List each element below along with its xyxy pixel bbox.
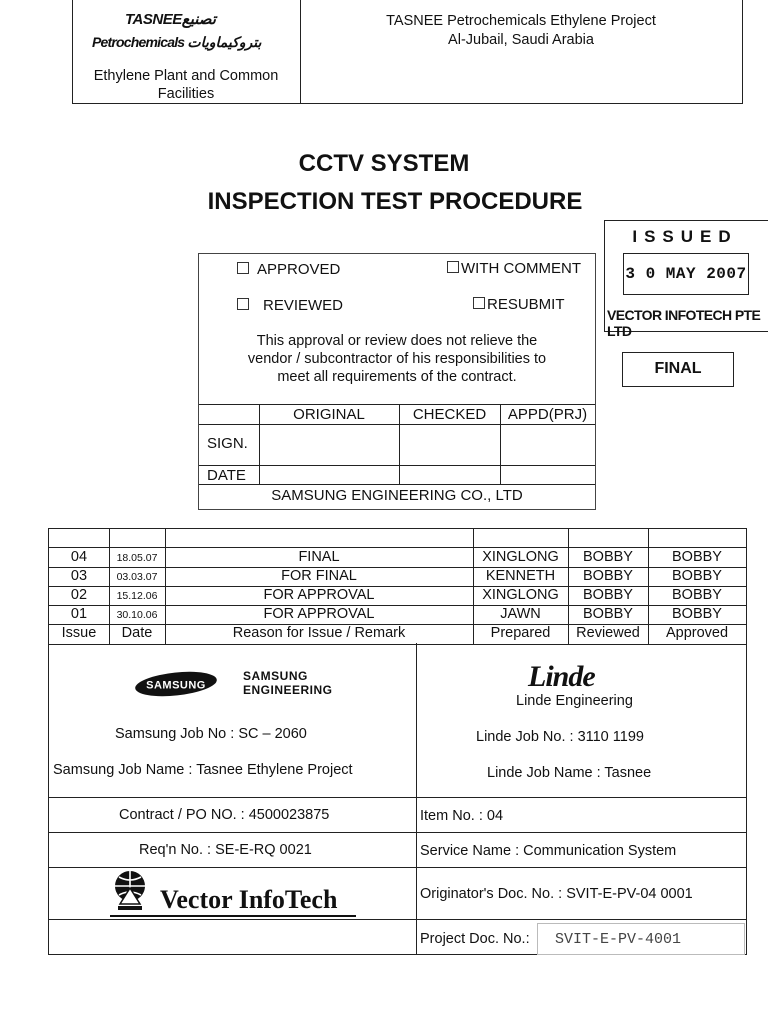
- rev-reviewed: BOBBY: [583, 587, 633, 603]
- doc-title-line1: CCTV SYSTEM: [298, 150, 470, 177]
- tasnee-logo-line2: Petrochemicals بتروكيماويات: [92, 34, 262, 50]
- row-date: DATE: [207, 467, 246, 484]
- vector-infotech-logo: Vector InfoTech: [160, 885, 338, 914]
- rev-issue: 01: [70, 606, 88, 622]
- service-name: Service Name : Communication System: [420, 843, 677, 859]
- approval-note-line3: meet all requirements of the contract.: [277, 369, 517, 385]
- rev-approved: BOBBY: [672, 568, 722, 584]
- rev-issue: 02: [70, 587, 88, 603]
- approval-box: [198, 253, 596, 510]
- info-divider: [48, 832, 746, 833]
- samsung-logo: [134, 671, 218, 697]
- revision-header-row: [49, 624, 746, 643]
- approved-option[interactable]: [237, 261, 340, 278]
- contract-po: Contract / PO NO. : 4500023875: [119, 807, 330, 823]
- rev-prepared: XINGLONG: [482, 587, 559, 603]
- resubmit-checkbox[interactable]: [473, 297, 485, 309]
- col-original: ORIGINAL: [293, 406, 365, 423]
- rev-header-approved: Approved: [665, 625, 729, 641]
- rev-date: 03.03.07: [116, 571, 158, 583]
- rev-header-reviewed: Reviewed: [576, 625, 640, 641]
- info-divider: [48, 867, 746, 868]
- project-doc-value: SVIT-E-PV-4001: [555, 931, 682, 948]
- approval-note-line2: vendor / subcontractor of his responsibilities to: [247, 351, 547, 367]
- samsung-name: [243, 669, 333, 697]
- revision-row: [49, 548, 746, 567]
- linde-logo: Linde: [528, 660, 595, 693]
- doc-title-line2: INSPECTION TEST PROCEDURE: [207, 188, 583, 215]
- final-label: FINAL: [654, 360, 702, 377]
- reviewed-checkbox[interactable]: [237, 298, 249, 310]
- rev-date: 15.12.06: [116, 590, 158, 602]
- revision-row: [49, 567, 746, 586]
- rev-header-date: Date: [121, 625, 153, 641]
- rev-reason: FINAL: [298, 549, 340, 565]
- with-comment-option[interactable]: [447, 260, 581, 277]
- project-doc-label: Project Doc. No.:: [420, 931, 530, 947]
- col-appd: APPD(PRJ): [507, 406, 588, 423]
- rev-reviewed: BOBBY: [583, 549, 633, 565]
- issued-date-box: [623, 253, 749, 295]
- rev-reason: FOR APPROVAL: [263, 587, 375, 603]
- project-title-line1: TASNEE Petrochemicals Ethylene Project: [386, 13, 656, 29]
- rev-header-prepared: Prepared: [490, 625, 551, 641]
- rev-prepared: JAWN: [500, 606, 541, 622]
- tasnee-logo-line1: TASNEEتصنيع: [125, 11, 216, 28]
- vector-underline: [110, 915, 356, 917]
- sig-grid-line: [199, 484, 595, 485]
- rev-date: 18.05.07: [116, 552, 158, 564]
- samsung-job-no: Samsung Job No : SC – 2060: [115, 726, 307, 742]
- resubmit-option[interactable]: [473, 296, 565, 313]
- vector-globe-icon: [110, 868, 152, 914]
- rev-reason: FOR FINAL: [281, 568, 357, 584]
- linde-job-name: Linde Job Name : Tasnee: [487, 765, 652, 781]
- project-title-line2: Al-Jubail, Saudi Arabia: [448, 32, 594, 48]
- samsung-job-name: Samsung Job Name : Tasnee Ethylene Project: [53, 762, 353, 778]
- rev-issue: 03: [70, 568, 88, 584]
- plant-name: Ethylene Plant and Common Facilities: [93, 68, 279, 102]
- rev-reviewed: BOBBY: [583, 568, 633, 584]
- with-comment-checkbox[interactable]: [447, 261, 459, 273]
- rev-approved: BOBBY: [672, 549, 722, 565]
- issued-date: 3 0 MAY 2007: [625, 265, 747, 283]
- row-sign: SIGN.: [207, 435, 248, 452]
- col-checked: CHECKED: [412, 406, 487, 423]
- approval-note-line1: This approval or review does not relieve the: [256, 333, 538, 349]
- linde-subtitle: Linde Engineering: [516, 693, 633, 709]
- approval-note: [199, 332, 595, 386]
- header-divider: [300, 0, 301, 104]
- reqn-no: Req'n No. : SE-E-RQ 0021: [139, 842, 312, 858]
- revision-row: [49, 586, 746, 605]
- rev-header-reason: Reason for Issue / Remark: [232, 625, 406, 641]
- originator-doc-no: Originator's Doc. No. : SVIT-E-PV-04 0001: [420, 886, 693, 902]
- rev-reason: FOR APPROVAL: [263, 606, 375, 622]
- rev-approved: BOBBY: [672, 606, 722, 622]
- issued-stamp: [604, 220, 768, 339]
- info-divider: [48, 919, 746, 920]
- approved-checkbox[interactable]: [237, 262, 249, 274]
- linde-job-no: Linde Job No. : 3110 1199: [476, 729, 644, 745]
- rev-prepared: KENNETH: [485, 568, 556, 584]
- rev-issue: 04: [70, 549, 88, 565]
- project-title: [302, 12, 740, 50]
- samsung-logo-text: SAMSUNG: [146, 679, 206, 692]
- rev-reviewed: BOBBY: [583, 606, 633, 622]
- approved-label: APPROVED: [257, 261, 341, 278]
- rev-date: 30.10.06: [116, 609, 158, 621]
- reviewed-label: REVIEWED: [263, 297, 344, 314]
- rev-approved: BOBBY: [672, 587, 722, 603]
- approval-company: SAMSUNG ENGINEERING CO., LTD: [271, 487, 523, 504]
- info-divider: [48, 797, 746, 798]
- final-stamp: [622, 352, 734, 387]
- item-no: Item No. : 04: [420, 808, 504, 824]
- revision-table: [48, 528, 747, 645]
- info-divider-vertical: [416, 643, 417, 954]
- with-comment-label: WITH COMMENT: [461, 260, 581, 277]
- rev-header-issue: Issue: [61, 625, 97, 641]
- reviewed-option[interactable]: [237, 297, 343, 314]
- samsung-name-line2: ENGINEERING: [243, 683, 333, 697]
- samsung-name-line1: SAMSUNG: [243, 669, 308, 683]
- resubmit-label: RESUBMIT: [487, 296, 565, 313]
- issued-company: VECTOR INFOTECH PTE LTD: [607, 307, 761, 339]
- rev-prepared: XINGLONG: [482, 549, 559, 565]
- revision-row: [49, 605, 746, 624]
- issued-label: ISSUED: [632, 227, 738, 246]
